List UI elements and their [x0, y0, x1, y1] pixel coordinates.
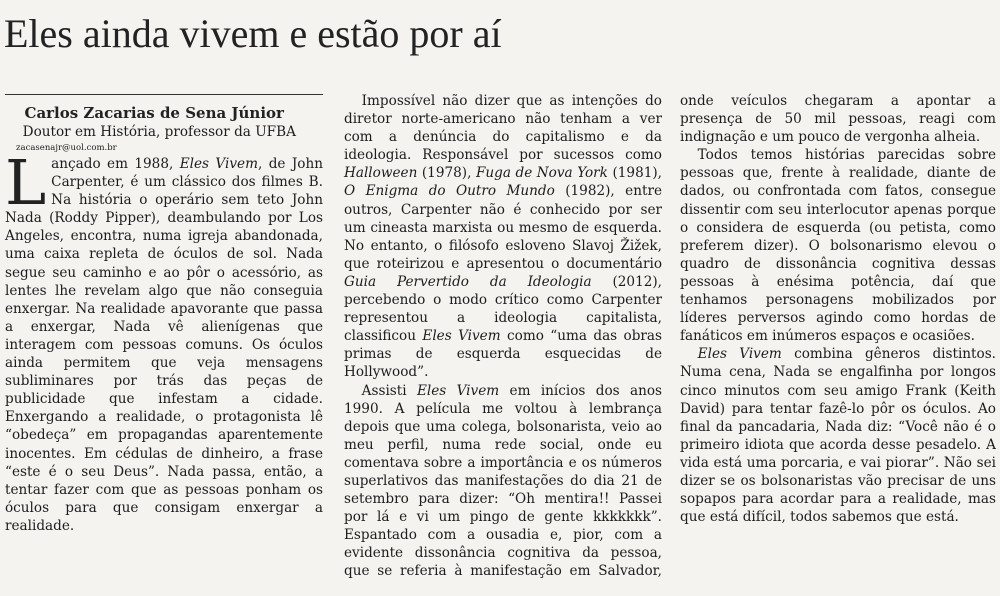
paragraph-5: Eles Vivem combina gêneros distintos. Numa cena, Nada se engalfinha por longos cinco minutos com seu amigo Frank (Keith David) para tentar fazê-lo pôr os óculos. Ao final da pancadaria, Nada diz: “Você não é o primeiro idiota que acorda desse pesadelo. A vida está uma porcaria, e vai piorar”. Não sei dizer se os bolsonaristas vão precisar de uns sopapos para acordar para a realidade, mas que está difícil, todos sabemos que está. [680, 346, 996, 526]
author-email[interactable]: zacasenajr@uol.com.br [16, 143, 117, 153]
paragraph-4: Todos temos histórias parecidas sobre pessoas que, frente à realidade, diante de dados, ou confrontada com fatos, consegue dissentir com seu interlocutor apenas porque o considera de esquerda (ou petista, como preferem dizer). O bolsonarismo elevou o quadro de dissonância cognitiva dessas pessoas à enésima potência, daí que tenhamos personagens mobilizados por líderes perversos agindo como hordas de fanáticos em inúmeros espaços e ocasiões. [680, 147, 996, 345]
column-2 [344, 92, 662, 581]
byline-divider [5, 94, 323, 95]
paragraph-3-continued: onde veículos chegaram a apontar a presença de 50 mil pessoas, reagi com indignação e um pouco de vergonha alheia. [680, 93, 996, 146]
paragraph-3: Assisti Eles Vivem em inícios dos anos 1990. A película me voltou à lembrança depois que uma colega, bolsonarista, veio ao meu perfil, numa rede social, onde eu comentava sobre a importância e os números superlativos das manifestações do dia 21 de setembro para dizer: “Oh mentira!! Passei por lá e vi um pingo de gente kkkkkkk”. Espantado com a ousadia e, pior, com a evidente dissonância cognitiva da pessoa, que se referia à manifestação em Salvador, [344, 382, 662, 580]
author-credentials: Doutor em História, professor da UFBA [22, 124, 296, 140]
headline: Eles ainda vivem e estão por aí [4, 11, 502, 56]
paragraph-1-text: ançado em 1988, Eles Vivem, de John Carpenter, é um clássico dos filmes B. Na história o operário sem teto John Nada (Roddy Pipper), deambulando por Los Angeles, encontra, numa igreja abandonada, uma caixa repleta de óculos de sol. Nada segue seu caminho e ao pôr o acessório, as lentes lhe revelam algo que não conseguia enxergar. Na realidade apavorante que passa a enxergar, Nada vê alienígenas que interagem com pessoas comuns. Os óculos ainda permitem que veja mensagens subliminares por trás das peças de publicidade que infestam a cidade. Enxergando a realidade, o protagonista lê “obedeça” em propagandas aparentemente inocentes. Em cédulas de dinheiro, a frase “este é o seu Deus”. Nada passa, então, a tentar fazer com que as pessoas ponham os óculos para que consigam enxergar a realidade. [5, 156, 323, 534]
column-3 [680, 92, 996, 526]
column-1 [5, 92, 323, 535]
drop-cap: L [5, 146, 47, 219]
author-name: Carlos Zacarias de Sena Júnior [24, 104, 284, 122]
paragraph-2: Impossível não dizer que as intenções do diretor norte-americano não tenham a ver com a denúncia do capitalismo e da ideologia. Responsável por sucessos como Halloween (1978), Fuga de Nova York (1981), O Enigma do Outro Mundo (1982), entre outros, Carpenter não é conhecido por ser um cineasta marxista ou mesmo de esquerda. No entanto, o filósofo esloveno Slavoj Žižek, que roteirizou e apresentou o documentário Guia Pervertido da Ideologia (2012), percebendo o modo crítico como Carpenter representou a ideologia capitalista, classificou Eles Vivem como “uma das obras primas de esquerda esquecidas de Hollywood”. [344, 93, 663, 381]
